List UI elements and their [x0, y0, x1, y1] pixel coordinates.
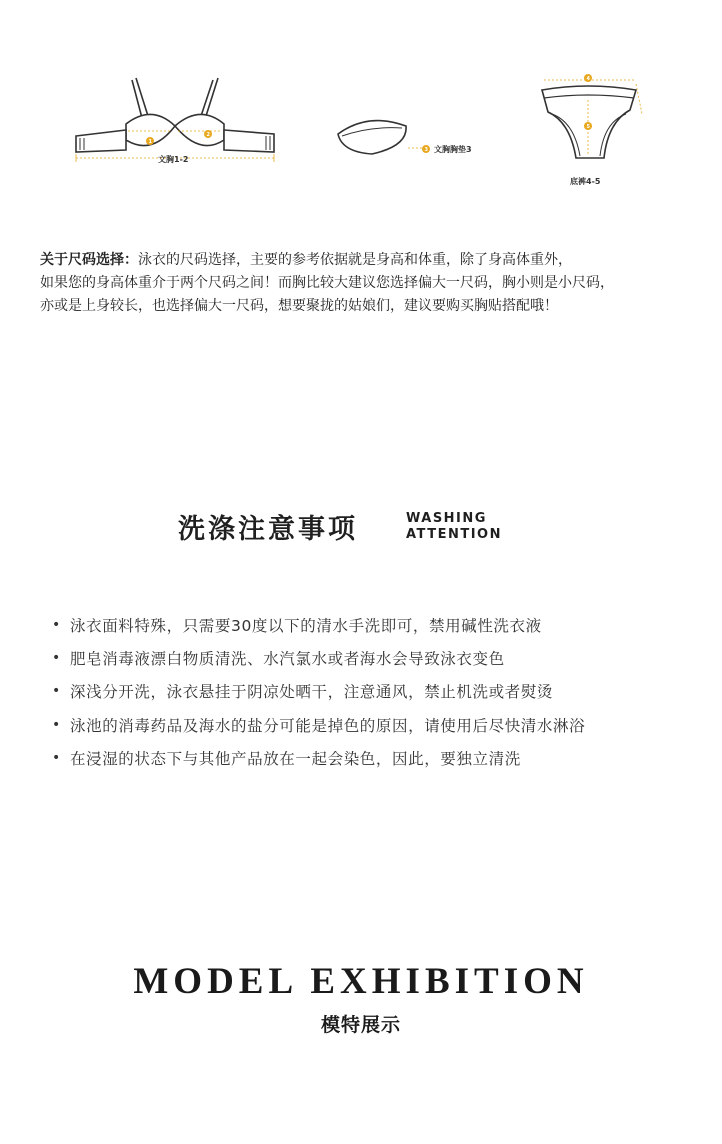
bullet-icon: •	[52, 649, 61, 666]
svg-text:5: 5	[586, 124, 590, 130]
list-item: • 在浸湿的状态下与其他产品放在一起会染色，因此，要独立清洗	[52, 749, 521, 768]
bra-label: 文胸1-2	[158, 155, 189, 164]
size-guide-line-3: 亦或是上身较长，也选择偏大一尺码，想要聚拢的姑娘们，建议要购买胸贴搭配哦！	[40, 298, 558, 314]
bullet-icon: •	[52, 716, 61, 733]
washing-title-en-line-2: ATTENTION	[406, 527, 502, 542]
pad-diagram	[332, 112, 492, 162]
size-guide-title: 关于尺码选择：	[40, 252, 138, 268]
list-item: • 泳衣面料特殊，只需要30度以下的清水手洗即可，禁用碱性洗衣液	[52, 616, 542, 635]
bullet-icon: •	[52, 616, 61, 633]
washing-title-en	[406, 511, 502, 543]
washing-title-en-line-1: WASHING	[406, 511, 487, 526]
svg-text:3: 3	[424, 147, 428, 153]
size-guide	[40, 249, 700, 318]
svg-text:4: 4	[586, 76, 590, 82]
washing-title-cn: 洗涤注意事项	[178, 514, 358, 545]
list-item: • 肥皂消毒液漂白物质清洗、水汽氯水或者海水会导致泳衣变色	[52, 649, 505, 668]
bottom-label: 底裤4-5	[570, 177, 601, 186]
svg-text:2: 2	[206, 132, 210, 138]
briefs-outline-icon	[532, 70, 652, 180]
washing-list	[52, 608, 585, 774]
list-item: • 深浅分开洗，泳衣悬挂于阴凉处晒干，注意通风，禁止机洗或者熨烫	[52, 683, 554, 702]
pad-label: 文胸胸垫3	[434, 145, 472, 154]
bottom-diagram	[532, 70, 652, 190]
bullet-icon: •	[52, 749, 61, 766]
model-title-en: MODEL EXHIBITION	[133, 961, 589, 1002]
svg-text:1: 1	[148, 139, 152, 145]
size-guide-line-2: 如果您的身高体重介于两个尺码之间！而胸比较大建议您选择偏大一尺码，胸小则是小尺码，	[40, 275, 614, 291]
bullet-icon: •	[52, 683, 61, 700]
model-title-cn: 模特展示	[320, 1014, 401, 1036]
bra-diagram	[72, 74, 282, 174]
list-item: • 泳池的消毒药品及海水的盐分可能是掉色的原因，请使用后尽快清水淋浴	[52, 716, 586, 735]
size-guide-line-1: 泳衣的尺码选择，主要的参考依据就是身高和体重，除了身高体重外，	[138, 252, 572, 268]
